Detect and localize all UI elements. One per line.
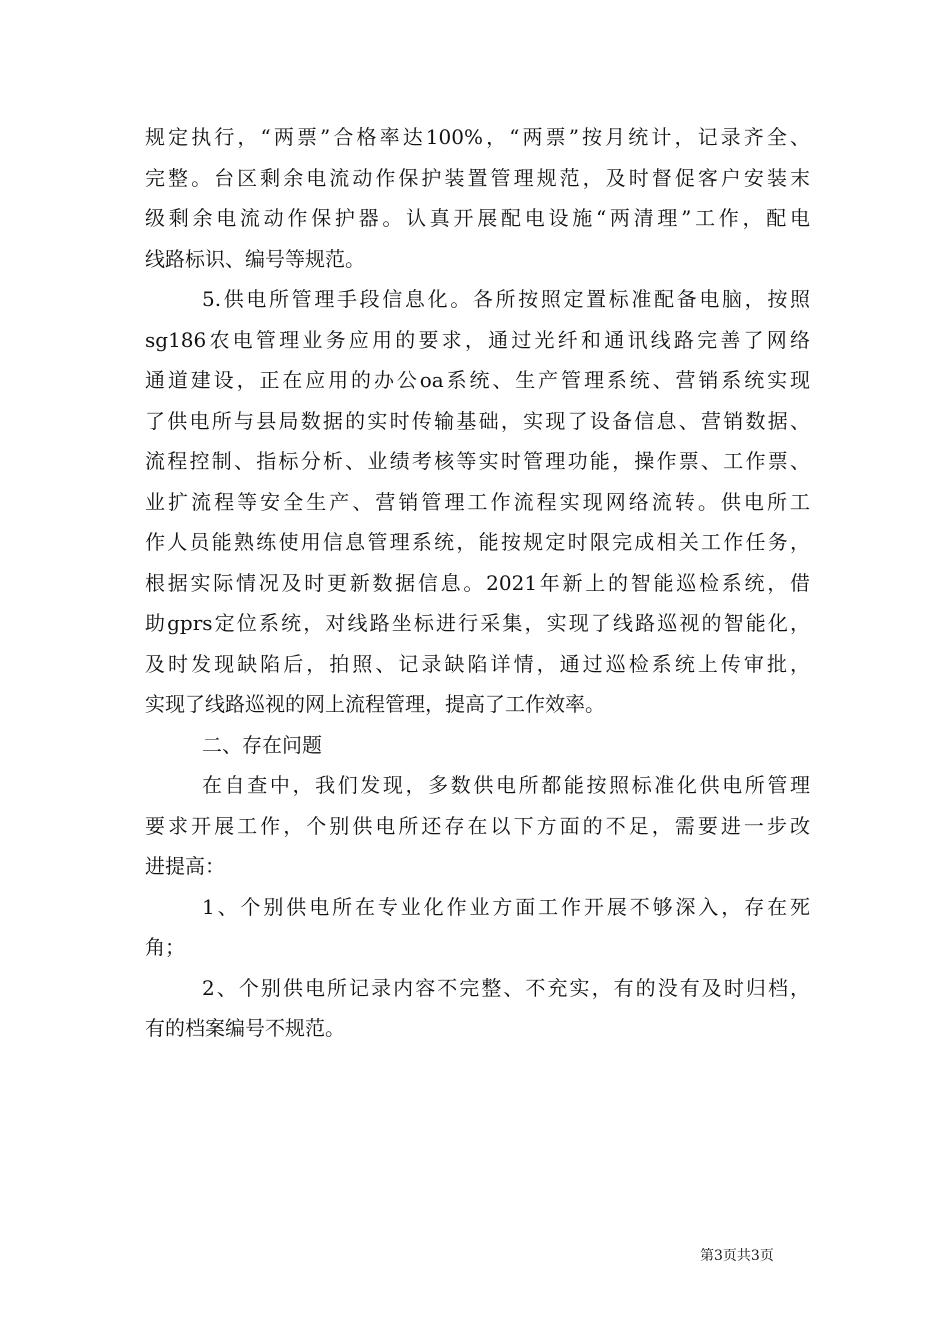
list-item-first-line: 2、个别供电所记录内容不完整、不充实，有的没有及时归档， <box>202 975 810 1000</box>
paragraph-first-line: 5.供电所管理手段信息化。各所按照定置标准配备电脑，按照 <box>202 287 810 311</box>
text-line: sg186农电管理业务应用的要求，通过光纤和通讯线路完善了网络 <box>145 327 810 352</box>
text-line: 线路标识、编号等规范。 <box>145 246 365 271</box>
text-line: 作人员能熟练使用信息管理系统，能按规定时限完成相关工作任务， <box>145 530 810 554</box>
text-line: 完整。台区剩余电流动作保护装置管理规范，及时督促客户安装末 <box>145 165 810 190</box>
text-line: 流程控制、指标分析、业绩考核等实时管理功能，操作票、工作票、 <box>145 449 810 473</box>
page-number: 第3页共3页 <box>700 1248 774 1264</box>
text-line: 实现了线路巡视的网上流程管理，提高了工作效率。 <box>145 692 605 716</box>
text-line: 进提高： <box>145 854 225 878</box>
paragraph-first-line: 在自查中，我们发现，多数供电所都能按照标准化供电所管理 <box>202 773 810 797</box>
text-line: 业扩流程等安全生产、营销管理工作流程实现网络流转。供电所工 <box>145 489 810 514</box>
list-item-first-line: 1、个别供电所在专业化作业方面工作开展不够深入，存在死 <box>202 894 810 919</box>
section-heading: 二、存在问题 <box>202 732 322 757</box>
text-line: 有的档案编号不规范。 <box>145 1016 345 1040</box>
text-line: 级剩余电流动作保护器。认真开展配电设施“两清理”工作，配电 <box>145 206 810 230</box>
text-line: 助gprs定位系统，对线路坐标进行采集，实现了线路巡视的智能化， <box>145 611 810 635</box>
text-line: 了供电所与县局数据的实时传输基础，实现了设备信息、营销数据、 <box>145 408 810 433</box>
text-line: 通道建设，正在应用的办公oa系统、生产管理系统、营销系统实现 <box>145 368 810 392</box>
text-line: 规定执行，“两票”合格率达100%，“两票”按月统计，记录齐全、 <box>145 125 810 149</box>
text-line: 根据实际情况及时更新数据信息。2021年新上的智能巡检系统，借 <box>145 570 810 595</box>
document-body <box>145 117 810 1049</box>
text-line: 及时发现缺陷后，拍照、记录缺陷详情，通过巡检系统上传审批， <box>145 651 810 676</box>
text-line: 要求开展工作，个别供电所还存在以下方面的不足，需要进一步改 <box>145 813 810 838</box>
text-line: 角； <box>145 935 185 959</box>
